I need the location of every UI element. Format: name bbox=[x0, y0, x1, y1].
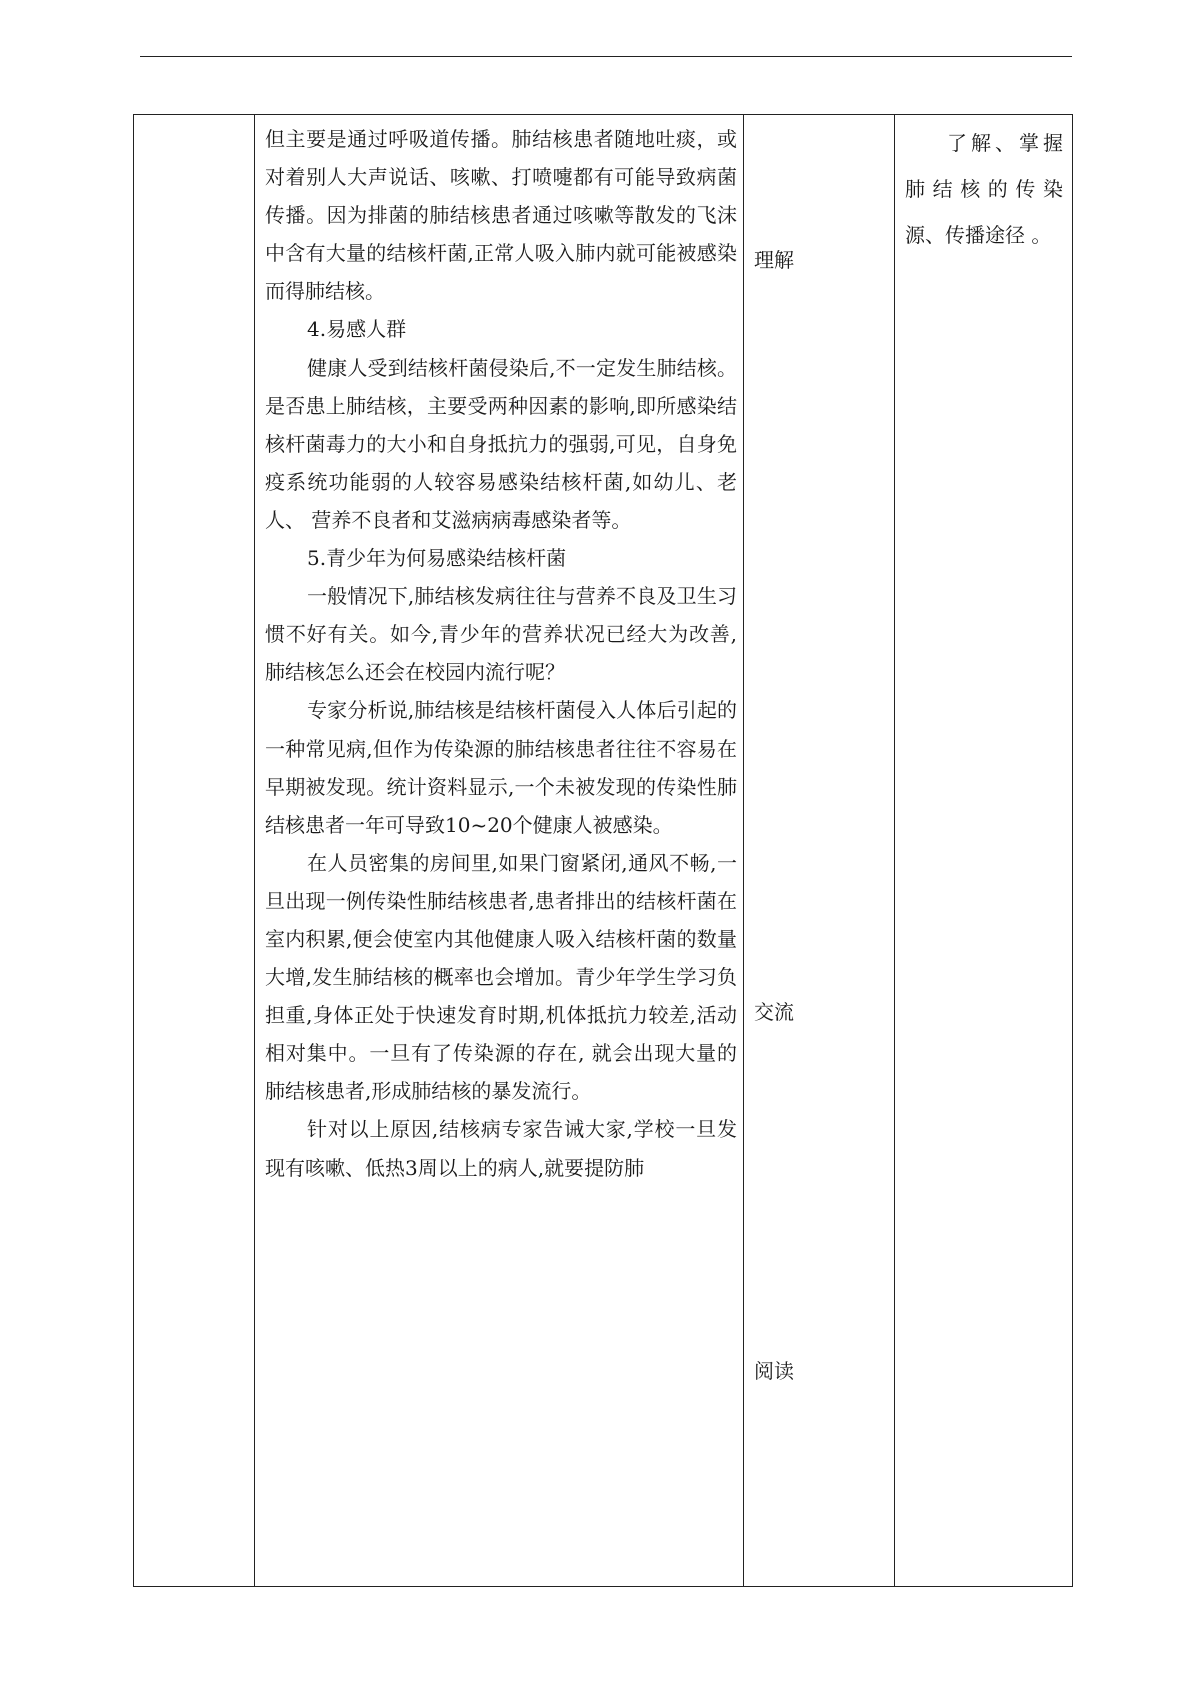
paragraph-susceptible-population: 健康人受到结核杆菌侵染后,不一定发生肺结核。是否患上肺结核，主要受两种因素的影响,即所感染结核杆菌毒力的大小和自身抵抗力的强弱,可见，自身免疫系统功能弱的人较容易感染结核杆菌,如幼儿、老人、 营养不良者和艾滋病病毒感染者等。 bbox=[265, 355, 737, 532]
content-column bbox=[255, 115, 744, 1586]
activity-label-understand: 理解 bbox=[754, 248, 794, 272]
paragraph-crowded-rooms: 在人员密集的房间里,如果门窗紧闭,通风不畅,一旦出现一例传染性肺结核患者,患者排出的结核杆菌在室内积累,便会使室内其他健康人吸入结核杆菌的数量大增,发生肺结核的概率也会增加。青少年学生学习负担重,身体正处于快速发育时期,机体抵抗力较差,活动相对集中。一旦有了传染源的存在, 就会出现大量的肺结核患者,形成肺结核的暴发流行。 bbox=[265, 850, 737, 1104]
lesson-table bbox=[133, 114, 1073, 1587]
goal-column bbox=[895, 115, 1071, 1586]
paragraph-youth-question: 一般情况下,肺结核发病往往与营养不良及卫生习惯不好有关。如今,青少年的营养状况已经大为改善,肺结核怎么还会在校园内流行呢？ bbox=[265, 584, 737, 685]
paragraph-expert-analysis: 专家分析说,肺结核是结核杆菌侵入人体后引起的一种常见病,但作为传染源的肺结核患者往往不容易在早期被发现。统计资料显示,一个未被发现的传染性肺结核患者一年可导致10~20个健康人被感染。 bbox=[265, 698, 737, 837]
paragraph-school-warning: 针对以上原因,结核病专家告诫大家,学校一旦发现有咳嗽、低热3周以上的病人,就要提防肺 bbox=[265, 1117, 737, 1180]
goal-text: 了解、掌握肺结核的传染源、传播途径 。 bbox=[905, 131, 1063, 247]
header-rule bbox=[140, 56, 1072, 57]
content-text bbox=[265, 120, 737, 1187]
heading-youth-infection: 5.青少年为何易感染结核杆菌 bbox=[307, 546, 567, 571]
activity-column bbox=[744, 115, 895, 1586]
heading-susceptible-population: 4.易感人群 bbox=[307, 317, 407, 342]
activity-label-read: 阅读 bbox=[754, 1359, 794, 1383]
blank-column bbox=[134, 115, 255, 1586]
activity-label-discuss: 交流 bbox=[754, 1000, 794, 1024]
paragraph-transmission: 但主要是通过呼吸道传播。肺结核患者随地吐痰，或对着别人大声说话、咳嗽、打喷嚏都有可能导致病菌传播。因为排菌的肺结核患者通过咳嗽等散发的飞沫中含有大量的结核杆菌,正常人吸入肺内就可能被感染而得肺结核。 bbox=[265, 127, 737, 304]
